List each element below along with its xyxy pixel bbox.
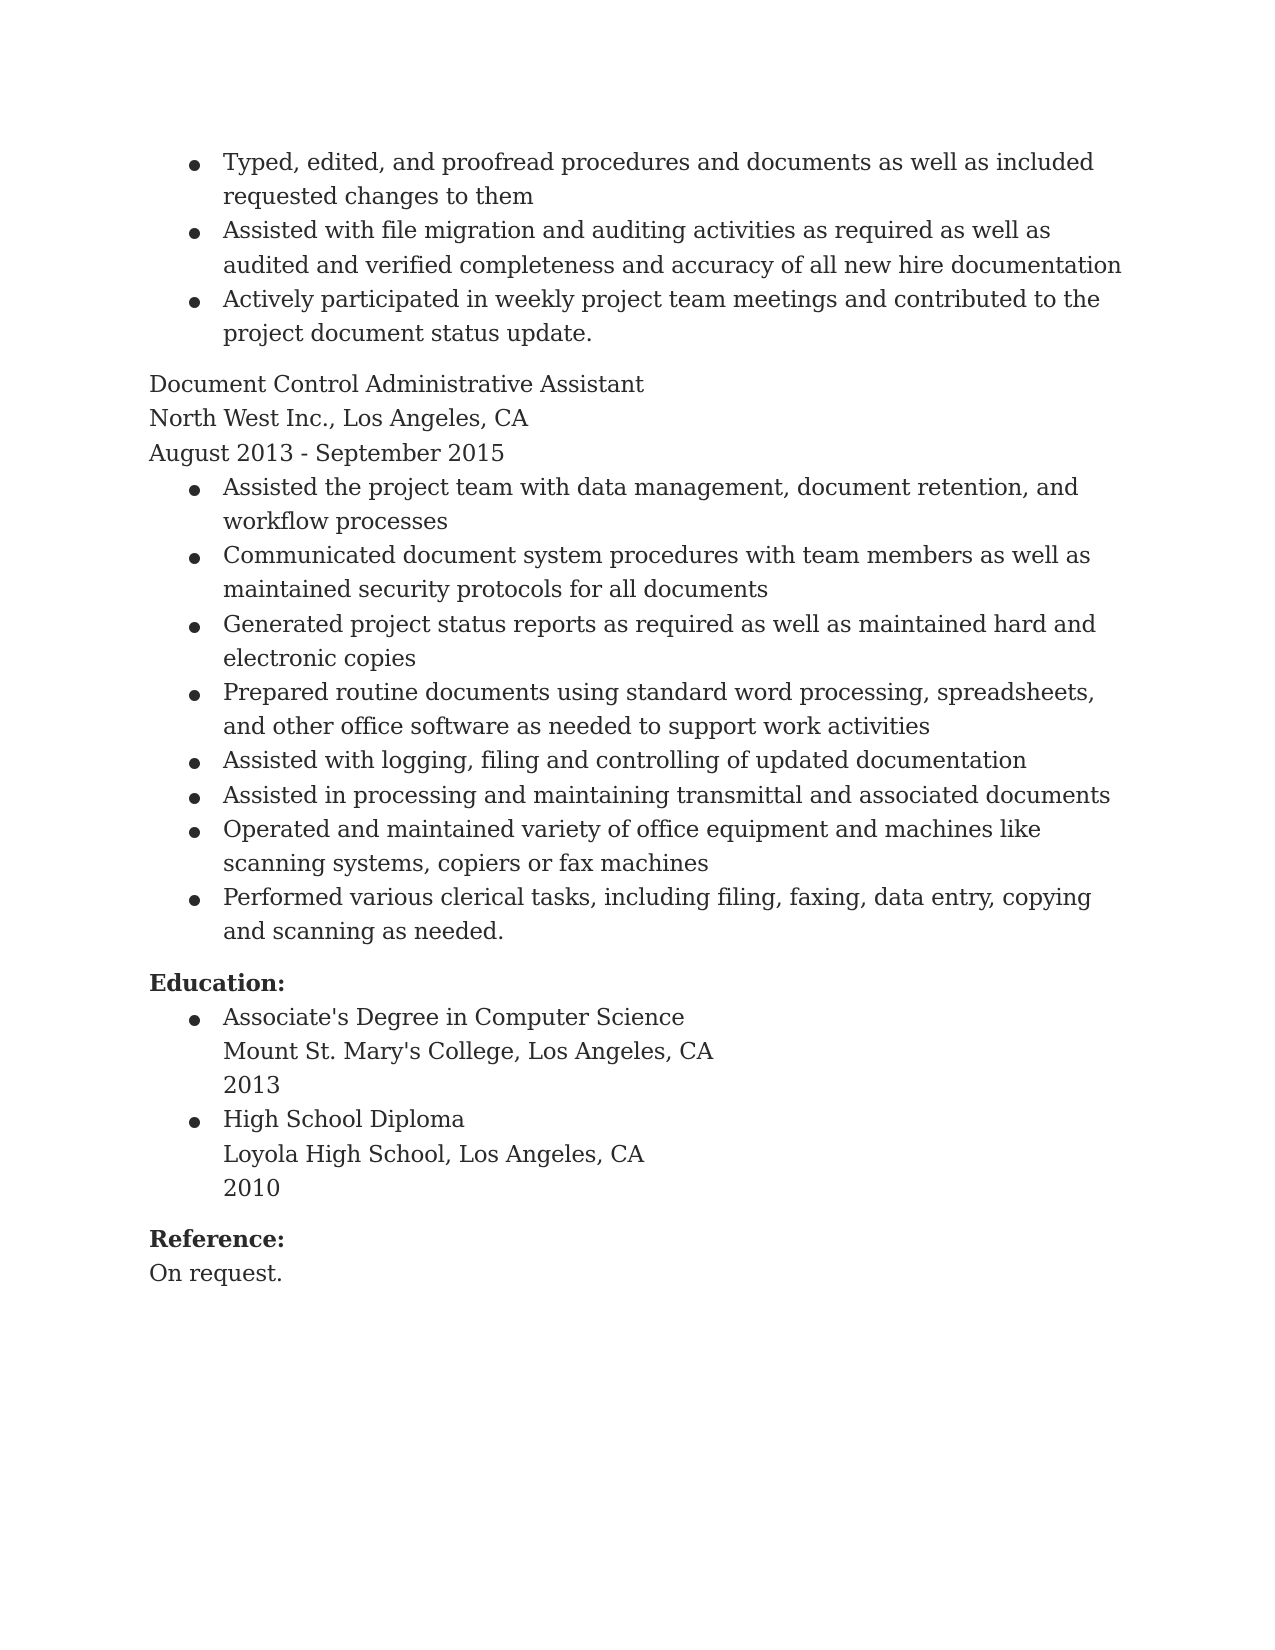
list-item: Generated project status reports as required as well as maintained hard and electronic copies: [149, 608, 1129, 676]
bullet-icon: [189, 228, 200, 239]
previous-job-bullets: [149, 146, 1129, 351]
list-item: Actively participated in weekly project team meetings and contributed to the project document status update.: [149, 283, 1129, 351]
bullet-icon: [189, 1117, 200, 1128]
graduation-year: 2013: [223, 1073, 281, 1100]
bullet-icon: [189, 485, 200, 496]
list-item: Communicated document system procedures with team members as well as maintained security protocols for all documents: [149, 539, 1129, 607]
reference-heading: Reference:: [149, 1226, 285, 1254]
education-item: [149, 1001, 1129, 1104]
reference-text: On request.: [149, 1261, 283, 1288]
list-item: Prepared routine documents using standard word processing, spreadsheets, and other office software as needed to support work activities: [149, 676, 1129, 744]
job-dates: August 2013 - September 2015: [149, 440, 505, 467]
degree: Associate's Degree in Computer Science: [223, 1004, 685, 1031]
bullet-icon: [189, 160, 200, 171]
bullet-icon: [189, 827, 200, 838]
education-heading: Education:: [149, 969, 286, 997]
list-item: Assisted with logging, filing and controlling of updated documentation: [149, 744, 1129, 778]
list-item: Typed, edited, and proofread procedures and documents as well as included requested changes to them: [149, 146, 1129, 214]
bullet-icon: [189, 297, 200, 308]
list-item: Assisted in processing and maintaining transmittal and associated documents: [149, 779, 1129, 813]
bullet-icon: [189, 895, 200, 906]
job-title: Document Control Administrative Assistant: [149, 372, 644, 399]
bullet-icon: [189, 690, 200, 701]
school: Loyola High School, Los Angeles, CA: [223, 1141, 644, 1168]
school: Mount St. Mary's College, Los Angeles, CA: [223, 1039, 713, 1066]
list-item: Assisted the project team with data management, document retention, and workflow processes: [149, 471, 1129, 539]
bullet-icon: [189, 793, 200, 804]
bullet-icon: [189, 758, 200, 769]
bullet-icon: [189, 553, 200, 564]
education-list: [149, 1001, 1129, 1206]
education-item: [149, 1103, 1129, 1206]
graduation-year: 2010: [223, 1175, 281, 1202]
job-company: North West Inc., Los Angeles, CA: [149, 406, 528, 433]
list-item: Assisted with file migration and auditing activities as required as well as audited and verified completeness and accuracy of all new hire documentation: [149, 214, 1129, 282]
job-bullets: [149, 471, 1129, 950]
list-item: Operated and maintained variety of office equipment and machines like scanning systems, copiers or fax machines: [149, 813, 1129, 881]
resume-content: [149, 146, 1129, 1292]
bullet-icon: [189, 622, 200, 633]
list-item: Performed various clerical tasks, including filing, faxing, data entry, copying and scanning as needed.: [149, 881, 1129, 949]
bullet-icon: [189, 1015, 200, 1026]
degree: High School Diploma: [223, 1107, 465, 1134]
